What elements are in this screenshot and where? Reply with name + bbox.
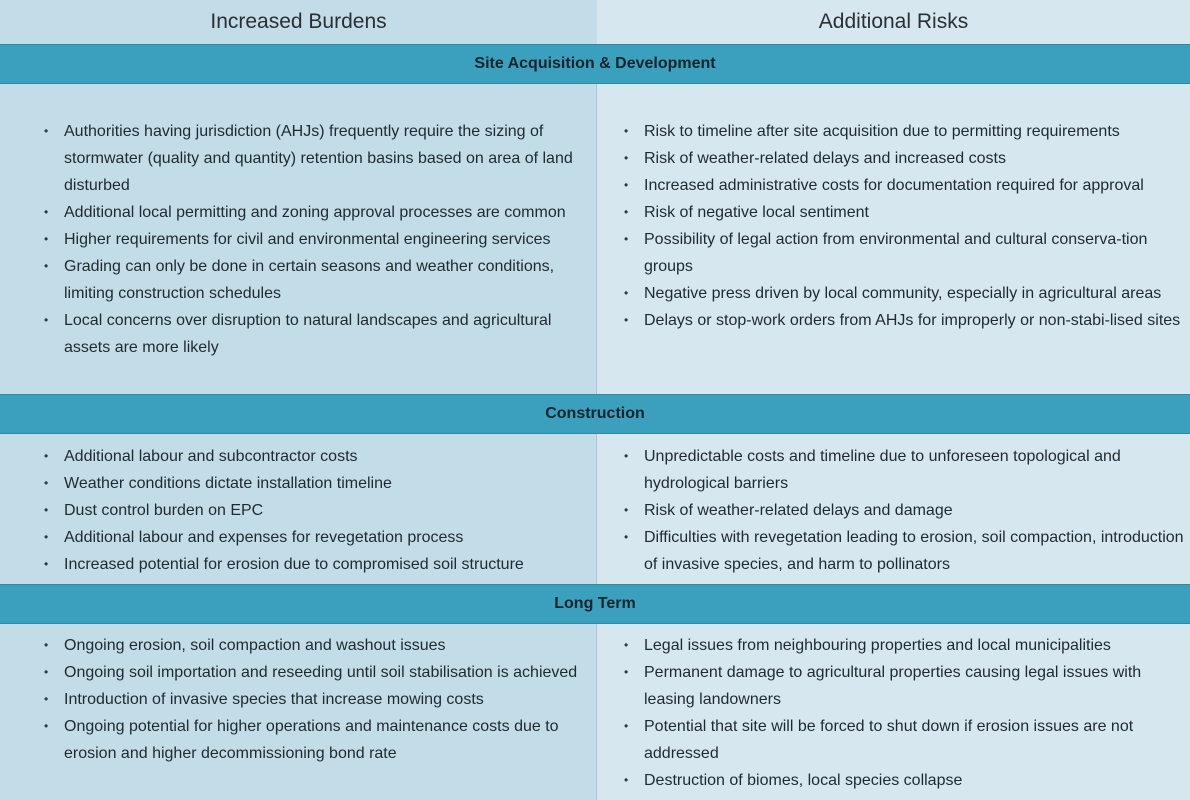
section-site-acquisition — [0, 84, 1190, 394]
column-header-increased-burdens: Increased Burdens — [0, 0, 597, 44]
list-item: • Ongoing soil importation and reseeding until soil stabilisation is achieved — [44, 659, 584, 686]
column-header-additional-risks: Additional Risks — [597, 0, 1190, 44]
burdens-column — [0, 84, 597, 394]
list-item: • Higher requirements for civil and environmental engineering services — [44, 226, 584, 253]
list-item: • Destruction of biomes, local species collapse — [624, 767, 1184, 794]
section-band-site-acquisition: Site Acquisition & Development — [0, 44, 1190, 84]
list-item: • Weather conditions dictate installation timeline — [44, 470, 584, 497]
section-band-construction: Construction — [0, 394, 1190, 434]
risks-column — [597, 434, 1190, 584]
list-item: • Authorities having jurisdiction (AHJs) frequently require the sizing of stormwater (quality and quantity) retention basins based on area of land disturbed — [44, 118, 584, 199]
list-item: • Risk of negative local sentiment — [624, 199, 1184, 226]
list-item: • Additional local permitting and zoning approval processes are common — [44, 199, 584, 226]
list-item: • Unpredictable costs and timeline due to unforeseen topological and hydrological barriers — [624, 443, 1184, 497]
list-item: • Grading can only be done in certain seasons and weather conditions, limiting construction schedules — [44, 253, 584, 307]
list-item: • Ongoing erosion, soil compaction and washout issues — [44, 632, 584, 659]
list-item: • Legal issues from neighbouring properties and local municipalities — [624, 632, 1184, 659]
section-band-long-term: Long Term — [0, 584, 1190, 624]
list-item: • Risk to timeline after site acquisition due to permitting requirements — [624, 118, 1184, 145]
risks-column — [597, 84, 1190, 394]
list-item: • Dust control burden on EPC — [44, 497, 584, 524]
risks-list — [624, 118, 1184, 334]
risks-column — [597, 624, 1190, 800]
list-item: • Potential that site will be forced to shut down if erosion issues are not addressed — [624, 713, 1184, 767]
list-item: • Risk of weather-related delays and damage — [624, 497, 1184, 524]
burdens-column — [0, 624, 597, 800]
list-item: • Permanent damage to agricultural properties causing legal issues with leasing landowners — [624, 659, 1184, 713]
list-item: • Difficulties with revegetation leading to erosion, soil compaction, introduction of invasive species, and harm to pollinators — [624, 524, 1184, 578]
table-header-row — [0, 0, 1190, 44]
risks-list — [624, 443, 1184, 578]
list-item: • Risk of weather-related delays and increased costs — [624, 145, 1184, 172]
section-construction — [0, 434, 1190, 584]
burdens-list — [44, 443, 584, 578]
list-item: • Ongoing potential for higher operations and maintenance costs due to erosion and higher decommissioning bond rate — [44, 713, 584, 767]
burdens-list — [44, 118, 584, 361]
list-item: • Increased potential for erosion due to compromised soil structure — [44, 551, 584, 578]
list-item: • Additional labour and expenses for revegetation process — [44, 524, 584, 551]
risks-list — [624, 632, 1184, 794]
list-item: • Possibility of legal action from environmental and cultural conserva-tion groups — [624, 226, 1184, 280]
burdens-column — [0, 434, 597, 584]
section-long-term — [0, 624, 1190, 800]
list-item: • Negative press driven by local community, especially in agricultural areas — [624, 280, 1184, 307]
list-item: • Introduction of invasive species that increase mowing costs — [44, 686, 584, 713]
list-item: • Delays or stop-work orders from AHJs for improperly or non-stabi-lised sites — [624, 307, 1184, 334]
list-item: • Increased administrative costs for documentation required for approval — [624, 172, 1184, 199]
list-item: • Additional labour and subcontractor costs — [44, 443, 584, 470]
list-item: • Local concerns over disruption to natural landscapes and agricultural assets are more likely — [44, 307, 584, 361]
burdens-list — [44, 632, 584, 767]
